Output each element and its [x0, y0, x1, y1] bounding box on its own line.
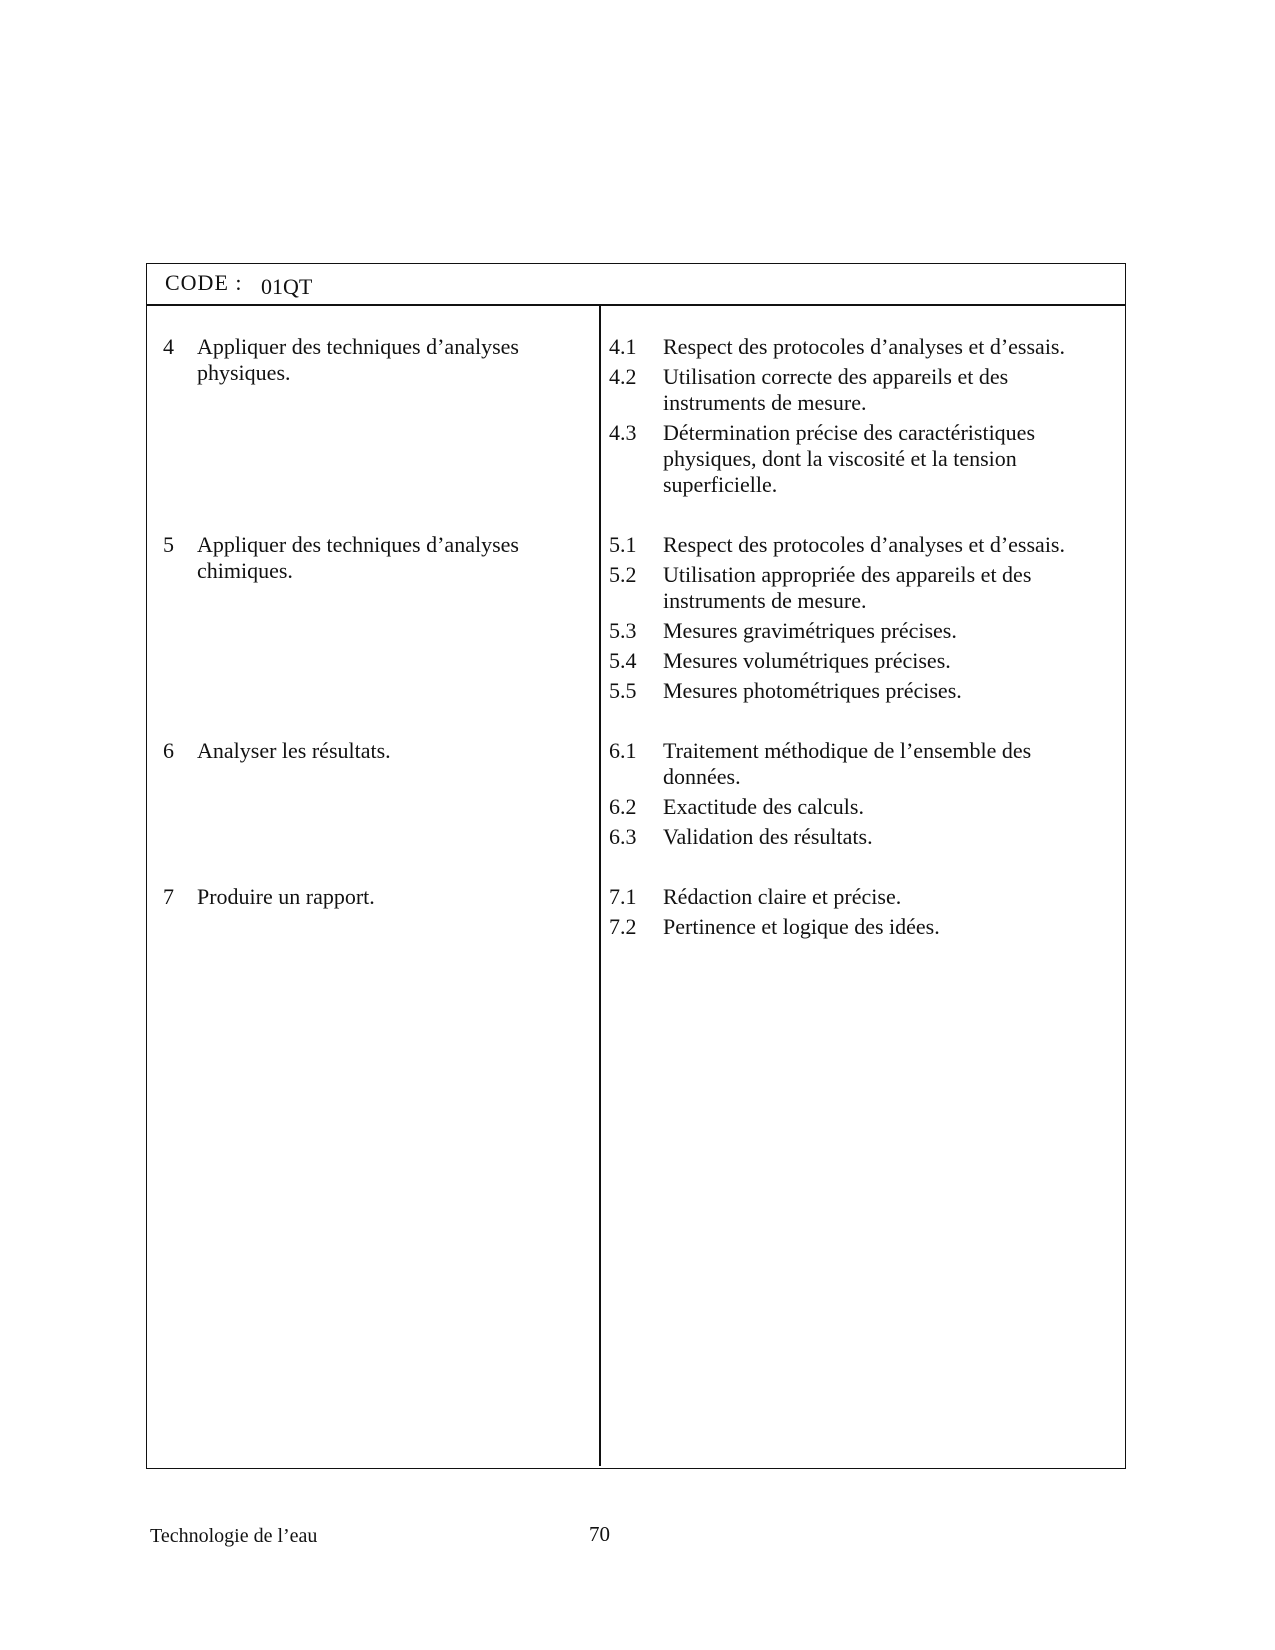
- criterion-text: Utilisation appropriée des appareils et des instruments de mesure.: [663, 562, 1032, 613]
- criterion-number: 4.1: [609, 334, 637, 359]
- code-value: 01QT: [261, 274, 313, 299]
- criteria-group: [601, 884, 1121, 944]
- criterion-item: [601, 738, 1121, 790]
- page-number: 70: [589, 1522, 610, 1546]
- criterion-item: [601, 334, 1121, 360]
- criteria-group: [601, 738, 1121, 854]
- criterion-number: 5.2: [609, 562, 637, 587]
- criteria-group: [601, 532, 1121, 708]
- criterion-text: Mesures photométriques précises.: [663, 678, 962, 703]
- criterion-number: 6.1: [609, 738, 637, 763]
- competency-text: Appliquer des techniques d’analyses chimiques.: [197, 532, 519, 583]
- criterion-text: Mesures gravimétriques précises.: [663, 618, 957, 643]
- criterion-number: 6.3: [609, 824, 637, 849]
- criterion-text: Mesures volumétriques précises.: [663, 648, 951, 673]
- criterion-text: Traitement méthodique de l’ensemble des données.: [663, 738, 1032, 789]
- criterion-item: [601, 648, 1121, 674]
- competency-table: [146, 263, 1126, 1469]
- criterion-item: [601, 678, 1121, 704]
- criterion-number: 5.5: [609, 678, 637, 703]
- competency-text: Analyser les résultats.: [197, 738, 391, 763]
- criterion-text: Exactitude des calculs.: [663, 794, 864, 819]
- criterion-number: 4.3: [609, 420, 637, 445]
- code-label: CODE :: [165, 270, 243, 295]
- footer-title: Technologie de l’eau: [150, 1525, 318, 1547]
- competency-number: 7: [163, 884, 174, 909]
- criterion-text: Rédaction claire et précise.: [663, 884, 902, 909]
- competency-text: Appliquer des techniques d’analyses physiques.: [197, 334, 519, 385]
- competency-text: Produire un rapport.: [197, 884, 375, 909]
- criterion-number: 5.4: [609, 648, 637, 673]
- criteria-group: [601, 334, 1121, 502]
- code-row: [147, 264, 1125, 306]
- criterion-item: [601, 532, 1121, 558]
- criterion-item: [601, 562, 1121, 614]
- criterion-number: 5.3: [609, 618, 637, 643]
- criterion-number: 7.1: [609, 884, 637, 909]
- criterion-item: [601, 420, 1121, 498]
- criterion-item: [601, 618, 1121, 644]
- criterion-text: Détermination précise des caractéristiques physiques, dont la viscosité et la tension superficielle.: [663, 420, 1036, 497]
- competency-number: 5: [163, 532, 174, 557]
- criterion-text: Pertinence et logique des idées.: [663, 914, 940, 939]
- competency-number: 6: [163, 738, 174, 763]
- criterion-item: [601, 364, 1121, 416]
- competency-number: 4: [163, 334, 174, 359]
- criterion-item: [601, 824, 1121, 850]
- criterion-text: Respect des protocoles d’analyses et d’essais.: [663, 532, 1065, 557]
- criterion-item: [601, 914, 1121, 940]
- criterion-number: 7.2: [609, 914, 637, 939]
- criterion-number: 6.2: [609, 794, 637, 819]
- criterion-number: 5.1: [609, 532, 637, 557]
- criterion-item: [601, 884, 1121, 910]
- criterion-item: [601, 794, 1121, 820]
- criterion-number: 4.2: [609, 364, 637, 389]
- criterion-text: Respect des protocoles d’analyses et d’essais.: [663, 334, 1065, 359]
- criterion-text: Utilisation correcte des appareils et des instruments de mesure.: [663, 364, 1009, 415]
- criterion-text: Validation des résultats.: [663, 824, 873, 849]
